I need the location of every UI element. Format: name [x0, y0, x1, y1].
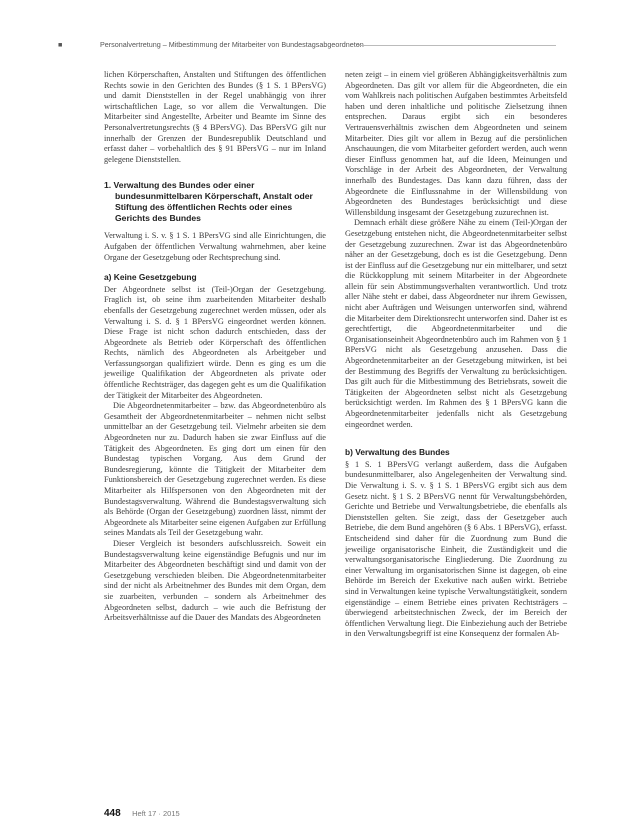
running-header [58, 40, 556, 52]
right-column [345, 70, 567, 640]
paragraph: neten zeigt – in einem viel größeren Abhängigkeitsverhältnis zum Abgeordneten. Das gilt vor allem für die Abgeordneten, die ein vom Wahlkreis nach politischen Aufgaben bestimmtes Arbeitsfeld haben und deren inhaltliche und politische Zielsetzung ihnen entsprechen. Daraus ergibt sich ein besonderes Vertrauensverhältnis zwischen dem Abgeordneten und seinem Mitarbeiter. Dies gilt vor allem in Bezug auf die persönlichen Anschauungen, die vom Mitarbeiter gefordert werden, auch wenn dieser Einfluss genommen hat, auf die Ideen, Meinungen und Vorschläge in der Arbeit des Abgeordneten, der Verwaltung innerhalb des Bundestages. Das kann dazu führen, dass der Abgeordnete die Einflussnahme in der Willensbildung von Abgeordneten des Bundestages berücksichtigt und diese Willensbildung insgesamt der Gesetzgebung zuzurechnen ist. [345, 70, 567, 217]
paragraph: lichen Körperschaften, Anstalten und Stiftungen des öffentlichen Rechts sowie in den Gerichten des Bundes (§ 1 S. 1 BPersVG) und damit Dienststellen in der Regel unabhängig von ihrer wirtschaftlichen Lage, so vor allem die Verwaltungen. Die Mitarbeiter sind Angestellte, Arbeiter und Beamte im Sinne des Personalvertretungsrechts (§ 4 BPersVG). Das BPersVG gilt nur innerhalb der Grenzen der Bundesrepublik Deutschland und erfasst daher – vorbehaltlich des § 91 BPersVG – nur im Inland gelegene Dienststellen. [104, 70, 326, 164]
paragraph: Dieser Vergleich ist besonders aufschlussreich. Soweit ein Bundestagsverwaltung keine eigenständige Befugnis und nur im Mitarbeiter des Abgeordneten beschäftigt sind und damit von der Gesetzgebung verschieden bleiben. Die Abgeordnetenmitarbeiter sind der nicht als Arbeitnehmer des Bundes mit dem Organ, dem sie zuarbeiten, verbunden – sondern als Arbeitnehmer des Abgeordneten selbst, dadurch – wie auch die Befristung der Arbeitsverhältnisse auf die Dauer des Mandats des Abgeordneten [104, 538, 326, 623]
subsection-heading-a: a) Keine Gesetzgebung [104, 272, 197, 283]
left-column [104, 70, 326, 624]
header-marker: ■ [58, 40, 63, 49]
paragraph: Verwaltung i. S. v. § 1 S. 1 BPersVG sind alle Einrichtungen, die Aufgaben der öffentlichen Verwaltung wahrnehmen, aber keine Organe der Gesetzgebung oder Rechtsprechung sind. [104, 231, 326, 262]
paragraph: Der Abgeordnete selbst ist (Teil-)Organ der Gesetzgebung. Fraglich ist, ob seine ihm zuarbeitenden Mitarbeiter deshalb ebenfalls der Gesetzgebung zugerechnet werden müssen, oder als Verwaltung i. S. d. § 1 BPersVG eingeordnet werden können. Diese Frage ist nicht schon dadurch entschieden, dass der Abgeordnete als Betrieb oder Körperschaft des öffentlichen Rechts, nämlich des Abgeordneten als Arbeitgeber und Verfassungsorgan qualifiziert würde. Denn es ging es um die jeweilige Qualifikation der Abgeordneten als private oder öffentliche Rechtsträger, das dagegen geht es um die Qualifikation der Tätigkeit der Mitarbeiter des Abgeordneten. [104, 284, 326, 400]
paragraph: Demnach erhält diese größere Nähe zu einem (Teil-)Organ der Gesetzgebung entstehen nicht, die Abgeordnetenmitarbeiter selbst der Gesetzgebung zuzurechnen. Zwar ist das Abgeordnetenbüro näher an der Gesetzgebung, doch es ist die Gesetzgebung. Denn ist der Einfluss auf die Gesetzgebung nur ein mittelbarer, und setzt die Rückkopplung mit seinem Mitarbeiter in der Abgeordnete allein für sein Abstimmungsverhalten verantwortlich. Und trotz aller Nähe steht er dabei, dass Abgeordneter nur ihrem Gewissen, nicht aber Aufträgen und Weisungen unterworfen sind, während die Mitarbeiter dem Direktionsrecht unterworfen sind. Daher ist es gerechtfertigt, die Abgeordnetenmitarbeiter und die Organisationseinheit Abgeordnetenbüro auch im Rahmen von § 1 BPersVG nicht als Gesetzgebung anzusehen. Dass die Abgeordnetenmitarbeiter an der Gesetzgebung mitwirken, ist bei der Bestimmung des Begriffs der Verwaltung zu berücksichtigen. Das gilt auch für die Mitbestimmung des Betriebsrats, soweit die Tätigkeiten der Abgeordneten selbst nicht als Gesetzgebung berücksichtigt werden. Im Rahmen des § 1 BPersVG kann die Abgeordnetenmitarbeiter jedenfalls nicht als Gesetzgebung eingeordnet werden. [345, 218, 567, 429]
section-heading-1: 1. Verwaltung des Bundes oder einer bundesunmittelbaren Körperschaft, Anstalt oder Stiftung des öffentlichen Rechts oder eines Gerichts des Bundes [104, 180, 313, 224]
subsection-heading-b: b) Verwaltung des Bundes [345, 447, 450, 458]
header-rule [358, 45, 556, 46]
header-title: Personalvertretung – Mitbestimmung der Mitarbeiter von Bundestagsabgeordneten [100, 40, 364, 49]
paragraph: § 1 S. 1 BPersVG verlangt außerdem, dass die Aufgaben bundesunmittelbarer, also Angelegenheiten der Verwaltung sind. Die Verwaltung i. S. v. § 1 S. 1 BPersVG ergibt sich aus dem Gesetz nicht. § 1 S. 2 BPersVG nennt für Verwaltungsbehörden, Gerichte und Betriebe und Verwaltungsbetriebe, die ebenfalls als Dienststellen gelten. Sie zeigt, dass der Gesetzgeber auch Betriebe, die dem Bund angehören (§ 6 Abs. 1 BPersVG), erfasst. Entscheidend sind daher für die Zuordnung zum Bund die jeweilige organisatorische Einheit, die Zuständigkeit und die verwaltungsorganisatorische Eingliederung. Die Zuordnung zu einer Verwaltung im organisatorischen Sinne ist dagegen, ob eine Behörde im Bereich der Exekutive nach außen wirkt. Betriebe sind in Verwaltungen keine typische Verwaltungstätigkeit, sondern eigenständige – einem Betriebe eines privaten Rechtsträgers – überwiegend arbeitstechnischen Zweck, der im Bereich der öffentlichen Verwaltung liegt. Die Einbeziehung auch der Betriebe in den Verwaltungsbegriff ist eine Konsequenz der formalen Ab- [345, 459, 567, 639]
page-number: 448 [104, 808, 121, 819]
issue-label: Heft 17 · 2015 [132, 809, 180, 818]
page-footer [104, 803, 180, 821]
paragraph: Die Abgeordnetenmitarbeiter – bzw. das Abgeordnetenbüro als Gesamtheit der Abgeordnetenmitarbeiter – nehmen nicht selbst unmittelbar an der Gesetzgebung teil. Vielmehr arbeiten sie dem Abgeordneten nur zu. Dadurch haben sie zwar Einfluss auf die Tätigkeit des Abgeordneten. Es ging dort um einen für den Bundestag typischen Vorgang. Aus dem Grund der Bundesregierung, könnte die Tätigkeit der Mitarbeiter dem Funktionsbereich der Gesetzgebung zugerechnet werden. Es diese Mitarbeiter als Hilfspersonen von den Abgeordneten mit der Bundestagsverwaltung. Während die Bundestagsverwaltung sich als Behörde (Organ der Gesetzgebung) zuordnen lässt, nimmt der Abgeordnete als Mitarbeiter seine eigenen Aufgaben zur Erfüllung seines Mandats als Teil der Gesetzgebung wahr. [104, 401, 326, 538]
spacer [345, 430, 567, 438]
